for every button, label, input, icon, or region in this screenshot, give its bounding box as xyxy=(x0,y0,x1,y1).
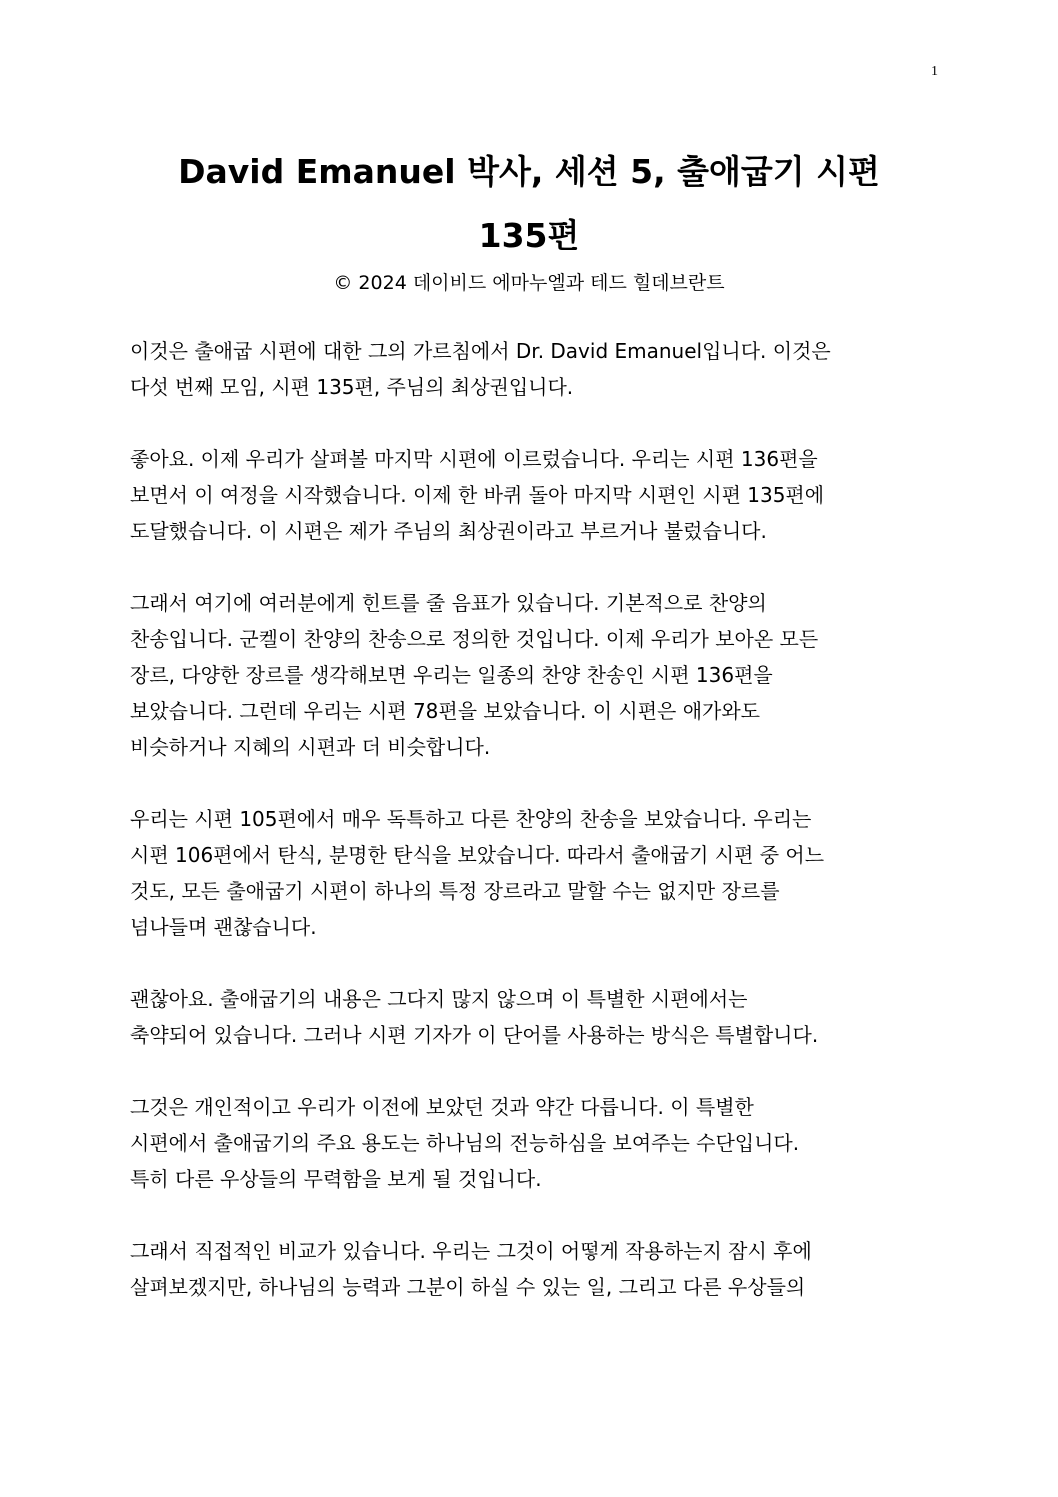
copyright-line: © 2024 데이비드 에마누엘과 테드 힐데브란트 xyxy=(333,272,725,294)
text-line: 그것은 개인적이고 우리가 이전에 보았던 것과 약간 다릅니다. 이 특별한 xyxy=(130,1095,754,1119)
paragraph xyxy=(130,333,930,405)
paragraph xyxy=(130,981,930,1053)
paragraph xyxy=(130,1233,930,1305)
text-line: 시편에서 출애굽기의 주요 용도는 하나님의 전능하심을 보여주는 수단입니다. xyxy=(130,1131,800,1155)
text-line: 우리는 시편 105편에서 매우 독특하고 다른 찬양의 찬송을 보았습니다. 우리는 xyxy=(130,807,812,831)
text-line: 넘나들며 괜찮습니다. xyxy=(130,915,317,939)
text-line: 살펴보겠지만, 하나님의 능력과 그분이 하실 수 있는 일, 그리고 다른 우상들의 xyxy=(130,1275,806,1299)
text-line: 보면서 이 여정을 시작했습니다. 이제 한 바퀴 돌아 마지막 시편인 시편 135편에 xyxy=(130,483,825,507)
text-line: 축약되어 있습니다. 그러나 시편 기자가 이 단어를 사용하는 방식은 특별합니다. xyxy=(130,1023,819,1047)
text-line: 그래서 직접적인 비교가 있습니다. 우리는 그것이 어떻게 작용하는지 잠시 후에 xyxy=(130,1239,812,1263)
text-line: 특히 다른 우상들의 무력함을 보게 될 것입니다. xyxy=(130,1167,542,1191)
paragraph xyxy=(130,585,930,765)
text-line: 보았습니다. 그런데 우리는 시편 78편을 보았습니다. 이 시편은 애가와도 xyxy=(130,699,760,723)
text-line: 이것은 출애굽 시편에 대한 그의 가르침에서 Dr. David Emanuel입니다. 이것은 xyxy=(130,339,831,363)
document-body xyxy=(130,333,930,1341)
text-line: 괜찮아요. 출애굽기의 내용은 그다지 많지 않으며 이 특별한 시편에서는 xyxy=(130,987,748,1011)
page-number: 1 xyxy=(931,64,938,79)
document-title xyxy=(100,140,958,268)
paragraph xyxy=(130,801,930,945)
title-line: 135편 xyxy=(478,216,580,255)
text-line: 시편 106편에서 탄식, 분명한 탄식을 보았습니다. 따라서 출애굽기 시편 중 어느 xyxy=(130,843,825,867)
paragraph xyxy=(130,1089,930,1197)
text-line: 도달했습니다. 이 시편은 제가 주님의 최상권이라고 부르거나 불렀습니다. xyxy=(130,519,767,543)
text-line: 것도, 모든 출애굽기 시편이 하나의 특정 장르라고 말할 수는 없지만 장르를 xyxy=(130,879,780,903)
text-line: 다섯 번째 모임, 시편 135편, 주님의 최상권입니다. xyxy=(130,375,574,399)
text-line: 찬송입니다. 군켈이 찬양의 찬송으로 정의한 것입니다. 이제 우리가 보아온 모든 xyxy=(130,627,819,651)
text-line: 장르, 다양한 장르를 생각해보면 우리는 일종의 찬양 찬송인 시편 136편을 xyxy=(130,663,773,687)
text-line: 그래서 여기에 여러분에게 힌트를 줄 음표가 있습니다. 기본적으로 찬양의 xyxy=(130,591,767,615)
text-line: 비슷하거나 지혜의 시편과 더 비슷합니다. xyxy=(130,735,491,759)
text-line: 좋아요. 이제 우리가 살펴볼 마지막 시편에 이르렀습니다. 우리는 시편 136편을 xyxy=(130,447,818,471)
title-line: David Emanuel 박사, 세션 5, 출애굽기 시편 xyxy=(178,152,880,191)
paragraph xyxy=(130,441,930,549)
